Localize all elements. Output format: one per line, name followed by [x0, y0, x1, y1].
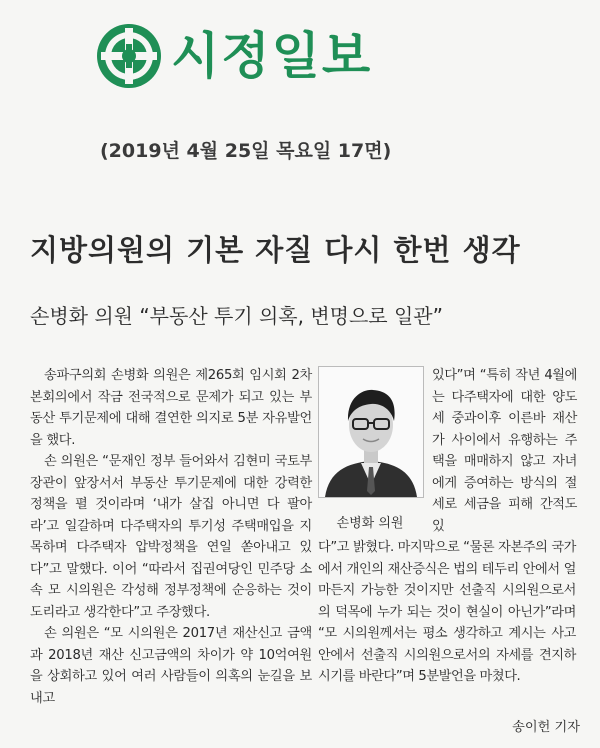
article-body-right-continuation: 다”고 밝혔다. 마지막으로 “물론 자본주의 국가에서 개인의 재산증식은 법의 테두리 안에서 얼마든지 가능한 것이지만 선출직 시의원으로서의 덕목에 누가 되는 것이 현실이 아닌가”라며 “모 시의원께서는 평소 생각하고 계시는 사고안에서 선출직 시의원으로서의 자세를 견지하시기를 바란다”며 5분발언을 마쳤다.: [318, 540, 576, 684]
person-portrait-icon: [319, 367, 423, 497]
article-body-left-column: [30, 365, 312, 709]
newspaper-title: 시정일보: [171, 27, 373, 85]
photo-caption: 손병화 의원: [336, 516, 404, 531]
body-paragraph: 송파구의회 손병화 의원은 제265회 임시회 2차 본회의에서 작금 전국적으로 문제가 되고 있는 부동산 투기문제에 대해 결연한 의지로 5분 자유발언을 했다.: [30, 368, 312, 448]
body-paragraph: 손 의원은 “문재인 정부 들어와서 김현미 국토부 장관이 앞장서서 부동산 투기문제에 대한 강력한 정책을 펼 것이라며 ‘내가 살집 아니면 다 팔아라’고 일갈하며 다주택자의 투기성 주택매입을 지목하며 다주택자 압박정책을 연일 쏟아내고 있다”고 말했다. 이어 “따라서 집권여당인 민주당 소속 모 시의원은 각성해 정부정책에 순응하는 것이 도리라고 생각한다”고 주장했다.: [30, 454, 312, 620]
publication-dateline: (2019년 4월 25일 목요일 17면): [100, 140, 392, 162]
article-headline: 지방의원의 기본 자질 다시 한번 생각: [30, 233, 521, 267]
portrait-photo: [318, 366, 424, 498]
newspaper-emblem-icon: [95, 22, 163, 90]
reporter-byline: 송이헌 기자: [512, 720, 580, 735]
article-subheadline: 손병화 의원 “부동산 투기 의혹, 변명으로 일관”: [30, 304, 443, 328]
masthead: [95, 22, 425, 94]
article-body-right-column: 있다”며 “특히 작년 4월에는 다주택자에 대한 양도세 중과이후 이른바 재산가 사이에서 유행하는 주택을 매매하지 않고 자녀에게 증여하는 방식의 절세로 세금을 피해 간적도 있: [432, 368, 577, 534]
body-paragraph: 손 의원은 “모 시의원은 2017년 재산신고 금액과 2018년 재산 신고금액의 차이가 약 10억여원을 상회하고 있어 여러 사람들이 의혹의 눈길을 보내고: [30, 626, 312, 706]
